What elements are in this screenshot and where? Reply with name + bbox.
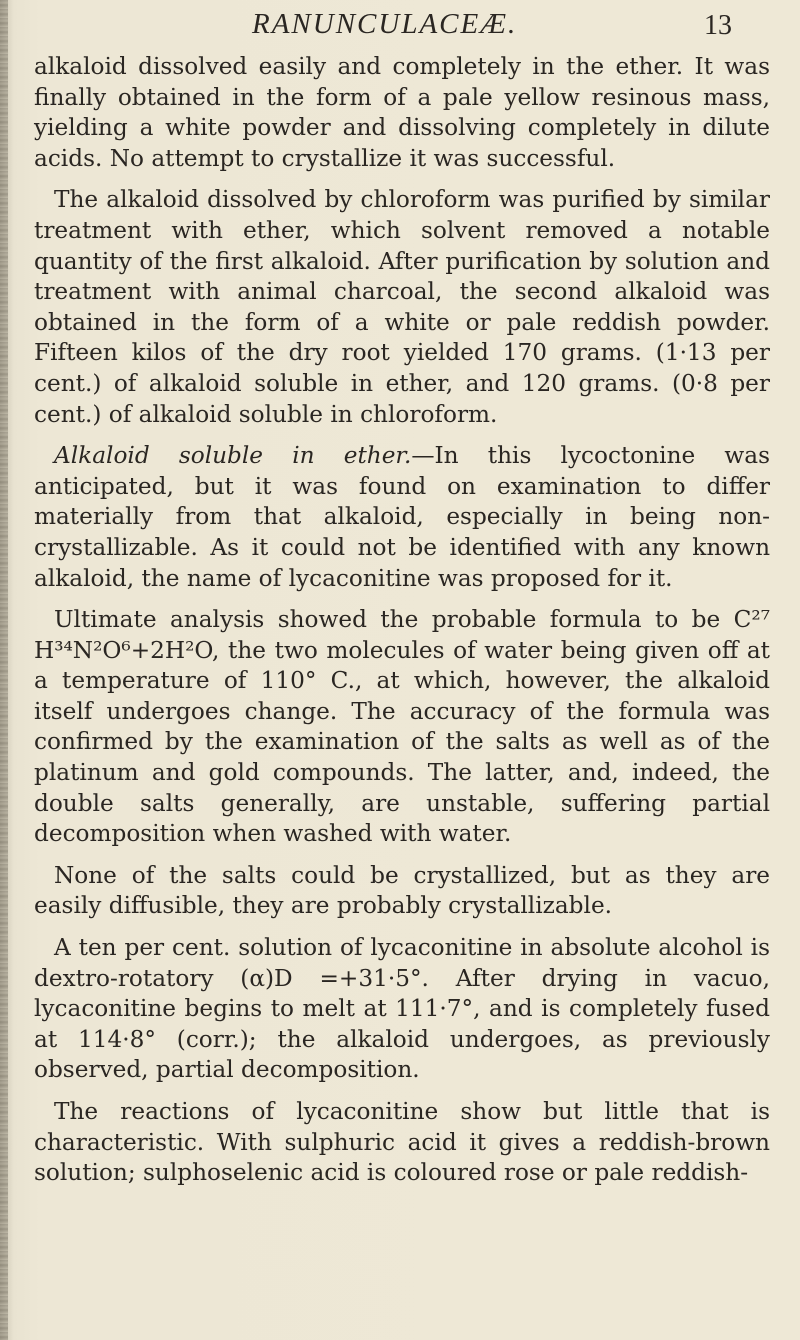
inline-heading: Alkaloid soluble in ether. <box>54 442 412 470</box>
paragraph-3-text: —In this lycoctonine was anticipated, but it was found on examination to differ materially from that alkaloid, especially in being non-crystallizable. As it could not be identified with any known alkaloid, the name of lycaconitine was proposed for it. <box>34 442 770 592</box>
paragraph-1: alkaloid dissolved easily and completely in the ether. It was finally obtained in the form of a pale yellow resinous mass, yielding a white powder and dissolving completely in dilute acids. No attempt to crystallize it was successful. <box>34 53 770 172</box>
running-head: RANUNCULACEÆ. <box>252 8 518 40</box>
page-header <box>0 6 800 46</box>
body-text <box>34 52 770 1189</box>
paragraph-2: The alkaloid dissolved by chloroform was purified by similar treatment with ether, which solvent removed a notable quantity of the first alkaloid. After purification by solution and treatment with animal charcoal, the second alkaloid was obtained in the form of a white or pale reddish powder. Fifteen kilos of the dry root yielded 170 grams. (1·13 per cent.) of alkaloid soluble in ether, and 120 grams. (0·8 per cent.) of alkaloid soluble in chloroform. <box>34 186 770 428</box>
binding-edge <box>0 0 8 1340</box>
paragraph-7: The reactions of lycaconitine show but little that is characteristic. With sulphuric acid it gives a reddish-brown solution; sulphoselenic acid is coloured rose or pale reddish- <box>34 1098 770 1187</box>
paragraph-4: Ultimate analysis showed the probable formula to be C²⁷ H³⁴N²O⁶+2H²O, the two molecules of water being given off at a temperature of 110° C., at which, however, the alkaloid itself undergoes change. The accuracy of the formula was confirmed by the examination of the salts as well as of the platinum and gold compounds. The latter, and, indeed, the double salts generally, are unstable, suffering partial decomposition when washed with water. <box>34 606 770 848</box>
page-number: 13 <box>704 10 732 41</box>
paragraph-5: None of the salts could be crystallized, but as they are easily diffusible, they are probably crystallizable. <box>34 861 770 920</box>
paragraph-6: A ten per cent. solution of lycaconitine in absolute alcohol is dextro-rotatory (α)D =+31·5°. After drying in vacuo, lycaconitine begins to melt at 111·7°, and is completely fused at 114·8° (corr.); the alkaloid undergoes, as previously observed, partial decomposition. <box>34 934 770 1084</box>
paragraph-3 <box>34 441 770 594</box>
